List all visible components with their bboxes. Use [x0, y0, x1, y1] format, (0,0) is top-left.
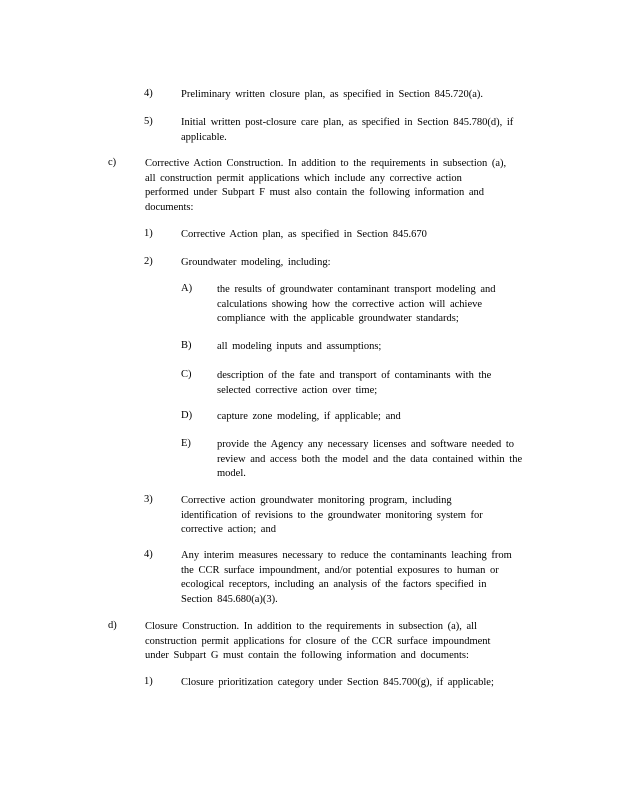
- text-line: the results of groundwater contaminant transport modeling and: [217, 284, 496, 295]
- text-line: under Subpart G must contain the following information and documents:: [145, 650, 469, 661]
- item-label: 2): [144, 256, 153, 267]
- subitem-label: D): [181, 410, 193, 421]
- text-line: all construction permit applications which include any corrective action: [145, 172, 462, 184]
- text-line: Initial written post-closure care plan, as specified in Section 845.780(d), if: [181, 117, 514, 128]
- item-text: [181, 256, 441, 271]
- subitem-text: [217, 410, 477, 425]
- text-line: documents:: [145, 201, 194, 213]
- text-line: calculations showing how the corrective action will achieve: [217, 298, 483, 310]
- subitem-text: [217, 438, 537, 482]
- text-line: corrective action; and: [181, 524, 276, 535]
- text-line: identification of revisions to the groundwater monitoring system for: [181, 509, 483, 521]
- text-line: all modeling inputs and assumptions;: [217, 341, 382, 352]
- subitem-text: [217, 369, 513, 398]
- text-line: selected corrective action over time;: [217, 384, 378, 396]
- item-label: 1): [144, 676, 153, 687]
- text-line: ecological receptors, including an analysis of the factors specified in: [181, 579, 487, 590]
- text-line: compliance with the applicable groundwater standards;: [217, 313, 459, 324]
- text-line: review and access both the model and the data contained within the: [217, 453, 523, 465]
- section-label: c): [108, 157, 117, 168]
- subitem-label: A): [181, 283, 193, 294]
- item-label: 4): [144, 549, 153, 560]
- item-text: [181, 88, 501, 103]
- subitem-label: E): [181, 438, 191, 449]
- item-text: [181, 494, 509, 538]
- text-line: description of the fate and transport of contaminants with the: [217, 370, 492, 381]
- text-line: construction permit applications for closure of the CCR surface impoundment: [145, 635, 491, 647]
- item-label: 5): [144, 116, 153, 127]
- text-line: Preliminary written closure plan, as specified in Section 845.720(a).: [181, 89, 484, 100]
- subitem-label: B): [181, 340, 192, 351]
- text-line: Corrective Action plan, as specified in Section 845.670: [181, 229, 427, 240]
- subitem-text: [217, 340, 477, 355]
- item-text: [181, 116, 537, 145]
- text-line: Corrective Action Construction. In addition to the requirements in subsection (a),: [145, 158, 507, 169]
- item-label: 4): [144, 88, 153, 99]
- item-label: 1): [144, 228, 153, 239]
- text-line: Section 845.680(a)(3).: [181, 593, 278, 605]
- section-label: d): [108, 620, 117, 631]
- item-text: [181, 549, 537, 607]
- text-line: provide the Agency any necessary licenses and software needed to: [217, 439, 515, 450]
- item-label: 3): [144, 494, 153, 505]
- text-line: Groundwater modeling, including:: [181, 257, 331, 268]
- text-line: Any interim measures necessary to reduce the contaminants leaching from: [181, 550, 512, 561]
- item-text: [181, 228, 481, 243]
- text-line: capture zone modeling, if applicable; and: [217, 411, 401, 422]
- subitem-label: C): [181, 369, 192, 380]
- text-line: model.: [217, 468, 246, 479]
- section-text: [145, 157, 537, 215]
- subitem-text: [217, 283, 519, 327]
- text-line: performed under Subpart F must also contain the following information and: [145, 187, 485, 198]
- text-line: applicable.: [181, 131, 227, 143]
- text-line: Corrective action groundwater monitoring program, including: [181, 495, 452, 506]
- text-line: the CCR surface impoundment, and/or potential exposures to human or: [181, 564, 499, 576]
- text-line: Closure prioritization category under Section 845.700(g), if applicable;: [181, 677, 494, 688]
- item-text: [181, 676, 521, 691]
- section-text: [145, 620, 509, 664]
- text-line: Closure Construction. In addition to the requirements in subsection (a), all: [145, 621, 478, 632]
